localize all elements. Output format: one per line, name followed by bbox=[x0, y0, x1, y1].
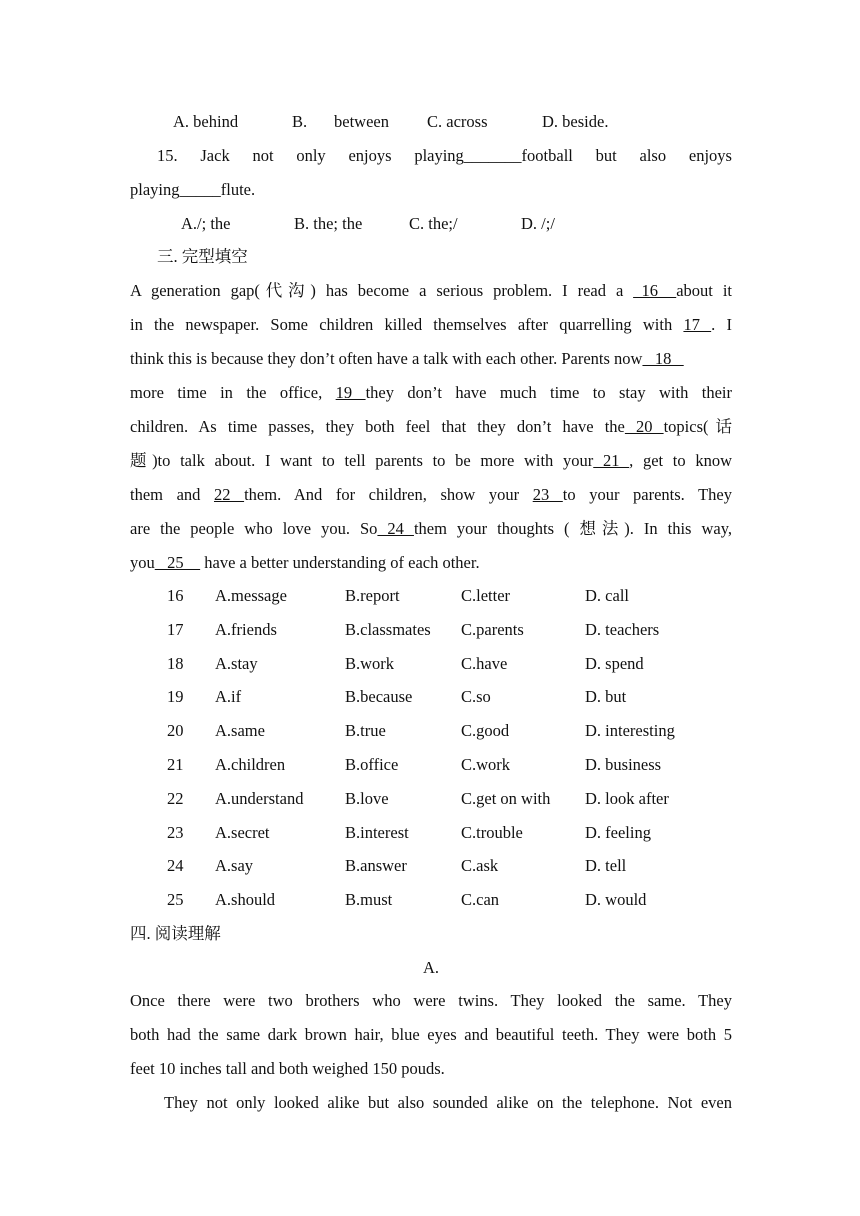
passage-text: think this is because they don’t often have a talk with each other. Parents now bbox=[130, 349, 643, 368]
choice-b: B.office bbox=[345, 755, 399, 774]
passage-line bbox=[130, 349, 732, 369]
choice-number: 22 bbox=[167, 788, 184, 808]
section4-heading: 四. 阅读理解 bbox=[130, 924, 221, 943]
passage-line bbox=[130, 281, 732, 301]
passage-line bbox=[130, 485, 732, 505]
choice-a: A.message bbox=[215, 586, 287, 605]
choice-a: A.friends bbox=[215, 619, 277, 639]
choice-a: A.understand bbox=[215, 788, 304, 808]
passage-text: them and bbox=[130, 485, 214, 504]
blank-22: 22 bbox=[213, 485, 245, 504]
choice-c: C.trouble bbox=[461, 822, 523, 842]
passage-text: , get to know bbox=[629, 451, 732, 470]
q15-word: playing_______football bbox=[414, 146, 573, 165]
q15-word: Jack bbox=[200, 146, 230, 165]
q14-option-b-letter: B. bbox=[292, 112, 308, 131]
choice-d: D. look after bbox=[585, 788, 669, 808]
choice-number: 18 bbox=[167, 653, 184, 673]
choice-number: 21 bbox=[167, 755, 184, 774]
passage-text: to your parents. They bbox=[562, 485, 732, 504]
choice-b: B.must bbox=[345, 890, 393, 910]
choice-a: A.children bbox=[215, 755, 286, 774]
q15-stem-line1 bbox=[157, 146, 732, 166]
choice-number: 17 bbox=[167, 619, 184, 639]
choice-b: B.because bbox=[345, 687, 413, 707]
passage-text: more time in the office, bbox=[130, 383, 336, 402]
choice-number: 20 bbox=[167, 721, 184, 741]
passage-text: them. And for children, show your bbox=[244, 485, 533, 504]
choice-d: D. interesting bbox=[585, 721, 675, 741]
q15-word: enjoys bbox=[688, 146, 732, 165]
blank-20: 20 bbox=[624, 417, 664, 436]
choice-number: 19 bbox=[167, 687, 184, 707]
passage-text: children. As time passes, they both feel that they don’t have the bbox=[130, 417, 625, 436]
q15-stem-line2: playing_____flute. bbox=[130, 180, 256, 199]
choice-c: C.good bbox=[461, 721, 510, 741]
choice-b: B.report bbox=[345, 586, 400, 605]
q15-option-b: B. the; the bbox=[294, 214, 363, 233]
passage-text: topics(话 bbox=[663, 417, 732, 436]
choice-a: A.should bbox=[215, 890, 276, 910]
blank-23: 23 bbox=[532, 485, 563, 504]
choice-b: B.true bbox=[345, 721, 386, 741]
blank-18: 18 bbox=[642, 349, 684, 368]
choice-a: A.say bbox=[215, 856, 254, 876]
choice-d: D. teachers bbox=[585, 619, 660, 639]
choice-b: B.interest bbox=[345, 822, 409, 842]
choice-d: D. tell bbox=[585, 856, 627, 876]
q14-option-b-text: between bbox=[334, 112, 389, 131]
passage-text: A generation gap(代沟) has become a serious problem. I read a bbox=[130, 281, 634, 300]
choice-c: C.letter bbox=[461, 586, 511, 605]
section4-subheading: A. bbox=[422, 958, 440, 977]
blank-19: 19 bbox=[335, 383, 366, 402]
passage-line bbox=[130, 519, 732, 539]
choice-c: C.get on with bbox=[461, 788, 551, 808]
passage-text: you bbox=[130, 553, 155, 572]
blank-25: 25 bbox=[154, 553, 201, 572]
choice-b: B.work bbox=[345, 653, 395, 673]
q15-word: 15. bbox=[157, 146, 178, 165]
choice-d: D. but bbox=[585, 687, 627, 707]
choice-d: D. business bbox=[585, 755, 662, 774]
passage-line bbox=[130, 383, 732, 403]
passage-text: 题)to talk about. I want to tell parents to be more with your bbox=[130, 451, 594, 470]
choice-b: B.classmates bbox=[345, 619, 431, 639]
blank-21: 21 bbox=[593, 451, 630, 470]
q15-option-a: A./; the bbox=[181, 214, 231, 233]
blank-17: 17 bbox=[683, 315, 712, 334]
reading-line: They not only looked alike but also sounded alike on the telephone. Not even bbox=[164, 1093, 732, 1112]
q15-option-d: D. /;/ bbox=[521, 214, 555, 233]
q15-word: only bbox=[296, 146, 326, 165]
reading-line: feet 10 inches tall and both weighed 150 pouds. bbox=[130, 1059, 445, 1078]
passage-text: . I bbox=[711, 315, 732, 334]
choice-b: B.love bbox=[345, 788, 389, 808]
choice-d: D. spend bbox=[585, 653, 644, 673]
q15-word: but bbox=[595, 146, 617, 165]
reading-line: both had the same dark brown hair, blue eyes and beautiful teeth. They were both 5 bbox=[130, 1025, 732, 1044]
passage-text: are the people who love you. So bbox=[130, 519, 378, 538]
section3-heading: 三. 完型填空 bbox=[157, 247, 248, 266]
choice-c: C.parents bbox=[461, 619, 524, 639]
blank-24: 24 bbox=[377, 519, 414, 538]
reading-line: Once there were two brothers who were twins. They looked the same. They bbox=[130, 991, 732, 1010]
choice-d: D. feeling bbox=[585, 822, 651, 842]
q14-option-a: A. behind bbox=[173, 112, 239, 131]
choice-c: C.work bbox=[461, 755, 511, 774]
passage-line bbox=[130, 451, 732, 471]
q14-option-d: D. beside. bbox=[542, 112, 609, 131]
passage-line bbox=[130, 315, 732, 335]
q15-word: not bbox=[252, 146, 274, 165]
choice-a: A.stay bbox=[215, 653, 258, 673]
choice-b: B.answer bbox=[345, 856, 407, 876]
choice-a: A.same bbox=[215, 721, 265, 741]
choice-d: D. call bbox=[585, 586, 629, 605]
passage-text: have a better understanding of each other. bbox=[200, 553, 480, 572]
choice-d: D. would bbox=[585, 890, 647, 910]
choice-c: C.can bbox=[461, 890, 500, 910]
passage-text: them your thoughts ( 想法). In this way, bbox=[413, 519, 733, 538]
choice-a: A.if bbox=[215, 687, 242, 707]
choice-number: 24 bbox=[167, 856, 184, 876]
choice-a: A.secret bbox=[215, 822, 270, 842]
choice-c: C.ask bbox=[461, 856, 499, 876]
passage-text: about it bbox=[676, 281, 733, 300]
passage-text: they don’t have much time to stay with their bbox=[365, 383, 732, 402]
q15-word: enjoys bbox=[348, 146, 392, 165]
passage-line bbox=[130, 553, 732, 573]
q14-option-c: C. across bbox=[427, 112, 488, 131]
choice-number: 25 bbox=[167, 890, 184, 910]
choice-number: 23 bbox=[167, 822, 184, 842]
choice-c: C.so bbox=[461, 687, 491, 707]
blank-16: _16_ bbox=[633, 281, 677, 300]
q15-word: also bbox=[639, 146, 667, 165]
passage-line bbox=[130, 417, 732, 437]
q15-option-c: C. the;/ bbox=[409, 214, 458, 233]
passage-text: in the newspaper. Some children killed themselves after quarrelling with bbox=[130, 315, 684, 334]
choice-c: C.have bbox=[461, 653, 508, 673]
choice-number: 16 bbox=[167, 586, 184, 605]
